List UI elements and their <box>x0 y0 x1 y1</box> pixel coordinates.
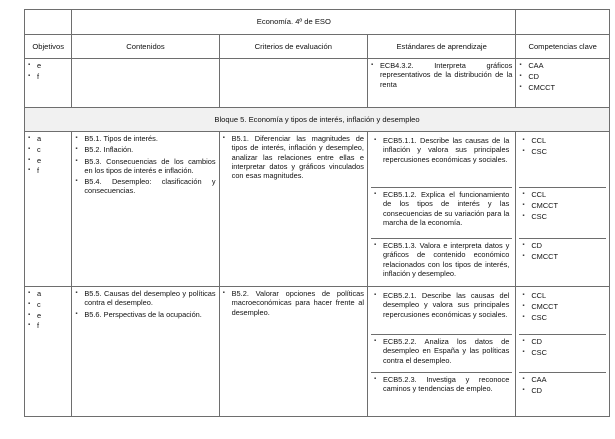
g1-contenidos-cell <box>72 132 219 287</box>
g2-estandares-cell <box>367 287 515 417</box>
competencia-item: ▪ CSC <box>522 348 603 358</box>
intro-competencias-cell <box>516 59 610 108</box>
estandar-item: ▪ ECB5.1.2. Explica el funcionamiento de los tipos de interés y las consecuencias de su variación para la marcha de la economía. <box>374 190 509 227</box>
g2-objetivos-cell <box>25 287 72 417</box>
competencia-item: ▪ CCL <box>522 291 603 301</box>
g1-estandares-cell <box>367 132 515 287</box>
g2-contenidos-cell <box>72 287 219 417</box>
estandar-item: ▪ ECB4.3.2. Interpreta gráficos representativos de la distribución de la renta <box>371 61 512 89</box>
contenido-item: ▪ B5.3. Consecuencias de los cambios en los tipos de interés e inflación. <box>75 157 215 176</box>
objetivo-item: ▪ e <box>28 156 68 166</box>
competencia-item: ▪ CMCCT <box>522 201 603 211</box>
bloque-title: Bloque 5. Economía y tipos de interés, inflación y desempleo <box>25 108 610 132</box>
estandar-item: ▪ ECB5.2.1. Describe las causas del desempleo y valora sus principales repercusiones económicas y sociales. <box>374 291 509 319</box>
criterio-item: ▪ B5.1. Diferenciar las magnitudes de tipos de interés, inflación y desempleo, analizar las relaciones entre ellas e interpretar datos y gráficos vinculados con esas magnitudes. <box>223 134 364 180</box>
estandar-item: ▪ ECB5.1.1. Describe las causas de la inflación y valora sus principales repercusiones económicas y sociales. <box>374 136 509 164</box>
objetivo-item: ▪ e <box>28 61 68 71</box>
competencia-item: ▪ CAA <box>519 61 606 71</box>
header-objetivos: Objetivos <box>25 35 72 59</box>
g1-objetivos-cell <box>25 132 72 287</box>
competencia-item: ▪ CMCCT <box>519 83 606 93</box>
table-title: Economía. 4º de ESO <box>72 10 516 35</box>
estandar-item: ▪ ECB5.2.3. Investiga y reconoce caminos y tendencias de empleo. <box>374 375 509 394</box>
competencia-item: ▪ CD <box>519 72 606 82</box>
objetivo-item: ▪ e <box>28 311 68 321</box>
header-estandares: Estándares de aprendizaje <box>367 35 515 59</box>
g1-competencias-cell <box>516 132 610 287</box>
competencia-item: ▪ CCL <box>522 190 603 200</box>
competencia-item: ▪ CAA <box>522 375 603 385</box>
objetivo-item: ▪ a <box>28 134 68 144</box>
header-contenidos: Contenidos <box>72 35 219 59</box>
corner-empty-cell <box>25 10 72 35</box>
header-criterios: Criterios de evaluación <box>219 35 367 59</box>
g2-competencias-cell <box>516 287 610 417</box>
g2-criterio-cell <box>219 287 367 417</box>
competencia-item: ▪ CMCCT <box>522 302 603 312</box>
competencia-item: ▪ CSC <box>522 212 603 222</box>
objetivo-item: ▪ f <box>28 72 68 82</box>
contenido-item: ▪ B5.1. Tipos de interés. <box>75 134 215 143</box>
intro-contenidos-cell <box>72 59 219 108</box>
estandar-item: ▪ ECB5.2.2. Analiza los datos de desempleo en España y las políticas contra el desempleo. <box>374 337 509 365</box>
competencia-item: ▪ CSC <box>522 147 603 157</box>
g1-criterio-cell <box>219 132 367 287</box>
objetivo-item: ▪ c <box>28 145 68 155</box>
contenido-item: ▪ B5.4. Desempleo: clasificación y consecuencias. <box>75 177 215 196</box>
criterio-item: ▪ B5.2. Valorar opciones de políticas macroeconómicas para hacer frente al desempleo. <box>223 289 364 317</box>
competencia-item: ▪ CCL <box>522 136 603 146</box>
competencia-item: ▪ CD <box>522 241 603 251</box>
objetivo-item: ▪ f <box>28 166 68 176</box>
competencia-item: ▪ CD <box>522 386 603 396</box>
objetivo-item: ▪ a <box>28 289 68 299</box>
intro-criterios-cell <box>219 59 367 108</box>
curriculum-table <box>24 9 610 417</box>
contenido-item: ▪ B5.5. Causas del desempleo y políticas contra el desempleo. <box>75 289 215 308</box>
competencia-item: ▪ CMCCT <box>522 252 603 262</box>
corner-empty-cell-right <box>516 10 610 35</box>
objetivo-item: ▪ f <box>28 321 68 331</box>
objetivo-item: ▪ c <box>28 300 68 310</box>
competencia-item: ▪ CSC <box>522 313 603 323</box>
header-competencias: Competencias clave <box>516 35 610 59</box>
contenido-item: ▪ B5.2. Inflación. <box>75 145 215 154</box>
estandar-item: ▪ ECB5.1.3. Valora e interpreta datos y gráficos de contenido económico relacionados con los tipos de interés, inflación y desempleo. <box>374 241 509 278</box>
intro-objetivos-cell <box>25 59 72 108</box>
contenido-item: ▪ B5.6. Perspectivas de la ocupación. <box>75 310 215 319</box>
competencia-item: ▪ CD <box>522 337 603 347</box>
intro-estandar-cell <box>367 59 515 108</box>
